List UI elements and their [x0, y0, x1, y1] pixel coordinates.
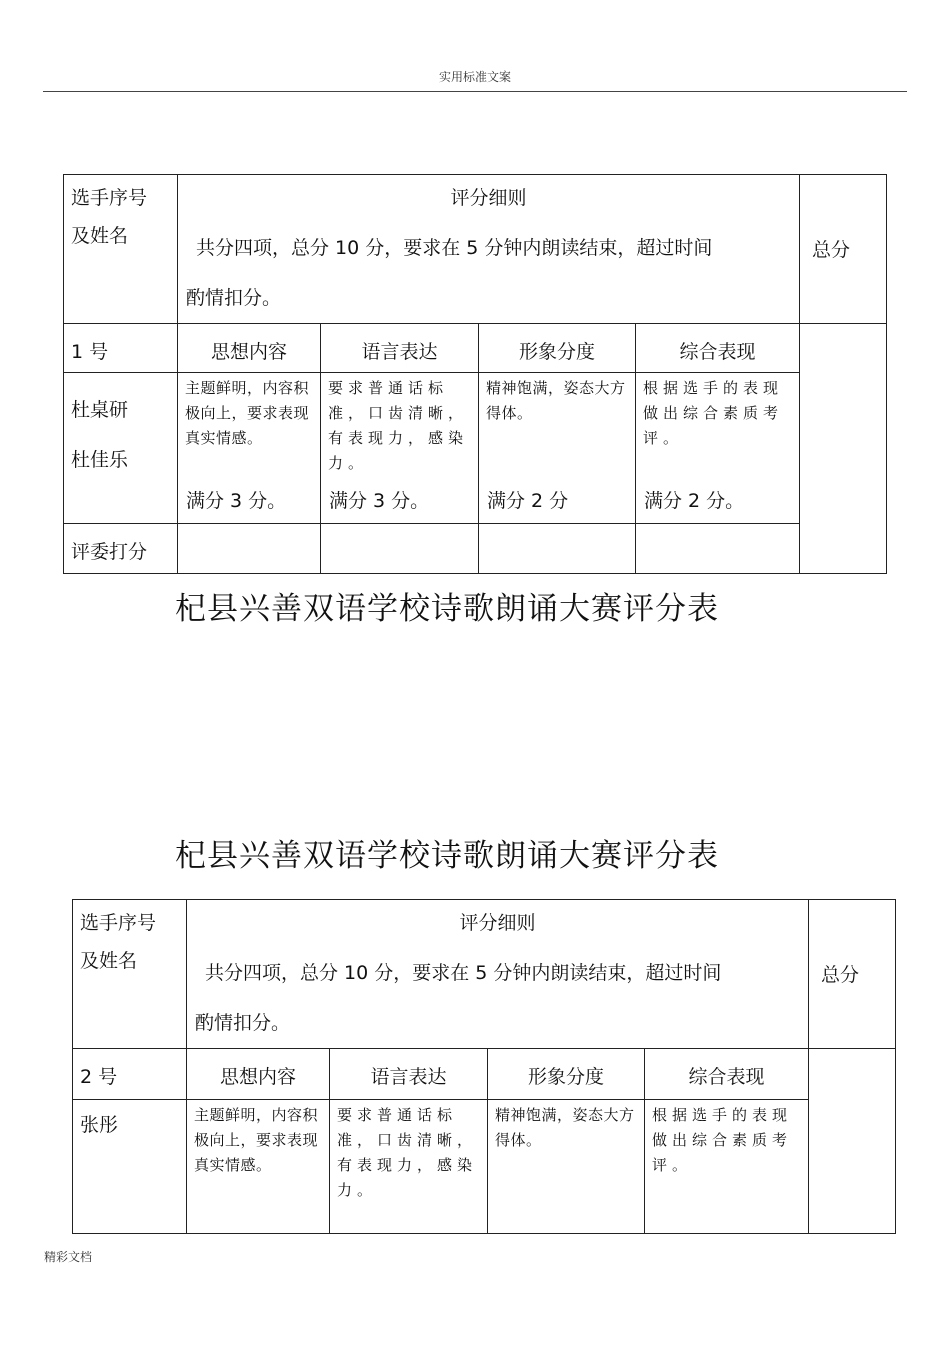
criteria-overall-text: 根据选手的表现做出综合素质考评。 — [643, 379, 784, 447]
contestant-number-label: 1 号 — [71, 341, 109, 363]
form-title-2: 杞县兴善双语学校诗歌朗诵大赛评分表 — [175, 838, 719, 874]
column-language — [321, 324, 479, 373]
header-divider — [43, 91, 907, 92]
contestant-name: 杜佳乐 — [71, 449, 129, 471]
criteria-overall — [636, 373, 800, 524]
criteria-image-text: 精神饱满，姿态大方得体。 — [495, 1106, 635, 1149]
total-header-cell — [809, 900, 896, 1049]
judge-score-label-cell — [64, 524, 178, 574]
criteria-language — [321, 373, 479, 524]
criteria-content-text: 主题鲜明，内容积极向上，要求表现真实情感。 — [185, 379, 310, 447]
column-language-label: 语言表达 — [370, 1066, 447, 1088]
criteria-content — [178, 373, 321, 524]
contestant-header-cell — [73, 900, 187, 1049]
score-table-2 — [72, 899, 896, 1234]
column-image-label: 形象分度 — [518, 341, 595, 363]
criteria-language-text: 要求普通话标准，口齿清晰，有表现力，感染力。 — [328, 379, 469, 472]
criteria-image — [488, 1100, 645, 1234]
page-header: 实用标准文案 — [438, 70, 511, 84]
column-language — [330, 1049, 488, 1100]
rules-cell — [187, 900, 809, 1049]
judge-score-label: 评委打分 — [71, 541, 148, 563]
max-score-image: 满分 2 分 — [487, 490, 569, 512]
judge-score-content[interactable] — [178, 524, 321, 574]
column-image — [488, 1049, 645, 1100]
column-content-label: 思想内容 — [219, 1066, 296, 1088]
total-score-cell[interactable] — [809, 1049, 896, 1234]
column-content — [178, 324, 321, 373]
criteria-overall-text: 根据选手的表现做出综合素质考评。 — [652, 1106, 793, 1174]
criteria-image — [479, 373, 636, 524]
rules-line-2: 酌情扣分。 — [186, 287, 282, 309]
contestant-header-line1: 选手序号 — [71, 187, 148, 209]
contestant-header-line2: 及姓名 — [80, 950, 138, 972]
criteria-language-text: 要求普通话标准，口齿清晰，有表现力，感染力。 — [337, 1106, 478, 1199]
rules-title: 评分细则 — [450, 187, 527, 209]
max-score-overall: 满分 2 分。 — [644, 490, 745, 512]
contestant-names — [64, 373, 178, 524]
rules-line-1: 共分四项，总分 10 分，要求在 5 分钟内朗读结束，超过时间 — [205, 962, 722, 984]
max-score-content: 满分 3 分。 — [186, 490, 287, 512]
page-footer: 精彩文档 — [44, 1250, 93, 1264]
total-header-cell — [800, 175, 887, 324]
criteria-language — [330, 1100, 488, 1234]
judge-score-overall[interactable] — [636, 524, 800, 574]
criteria-image-text: 精神饱满，姿态大方得体。 — [486, 379, 626, 422]
column-language-label: 语言表达 — [361, 341, 438, 363]
rules-line-1: 共分四项，总分 10 分，要求在 5 分钟内朗读结束，超过时间 — [196, 237, 713, 259]
contestant-names — [73, 1100, 187, 1234]
contestant-header-cell — [64, 175, 178, 324]
column-overall — [645, 1049, 809, 1100]
rules-cell — [178, 175, 800, 324]
column-overall-label: 综合表现 — [688, 1066, 765, 1088]
rules-title: 评分细则 — [459, 912, 536, 934]
score-table-1 — [63, 174, 887, 574]
column-content — [187, 1049, 330, 1100]
column-overall — [636, 324, 800, 373]
judge-score-language[interactable] — [321, 524, 479, 574]
criteria-content — [187, 1100, 330, 1234]
contestant-name: 杜桌研 — [71, 399, 129, 421]
rules-line-2: 酌情扣分。 — [195, 1012, 291, 1034]
total-label: 总分 — [821, 964, 860, 986]
column-image — [479, 324, 636, 373]
contestant-header-line1: 选手序号 — [80, 912, 157, 934]
column-content-label: 思想内容 — [210, 341, 287, 363]
contestant-number — [73, 1049, 187, 1100]
contestant-header-line2: 及姓名 — [71, 225, 129, 247]
form-title-1: 杞县兴善双语学校诗歌朗诵大赛评分表 — [175, 591, 719, 627]
total-label: 总分 — [812, 239, 851, 261]
criteria-overall — [645, 1100, 809, 1234]
contestant-name: 张彤 — [80, 1114, 119, 1136]
column-overall-label: 综合表现 — [679, 341, 756, 363]
max-score-language: 满分 3 分。 — [329, 490, 430, 512]
column-image-label: 形象分度 — [527, 1066, 604, 1088]
total-score-cell[interactable] — [800, 324, 887, 574]
contestant-number — [64, 324, 178, 373]
judge-score-image[interactable] — [479, 524, 636, 574]
criteria-content-text: 主题鲜明，内容积极向上，要求表现真实情感。 — [194, 1106, 319, 1174]
contestant-number-label: 2 号 — [80, 1066, 118, 1088]
